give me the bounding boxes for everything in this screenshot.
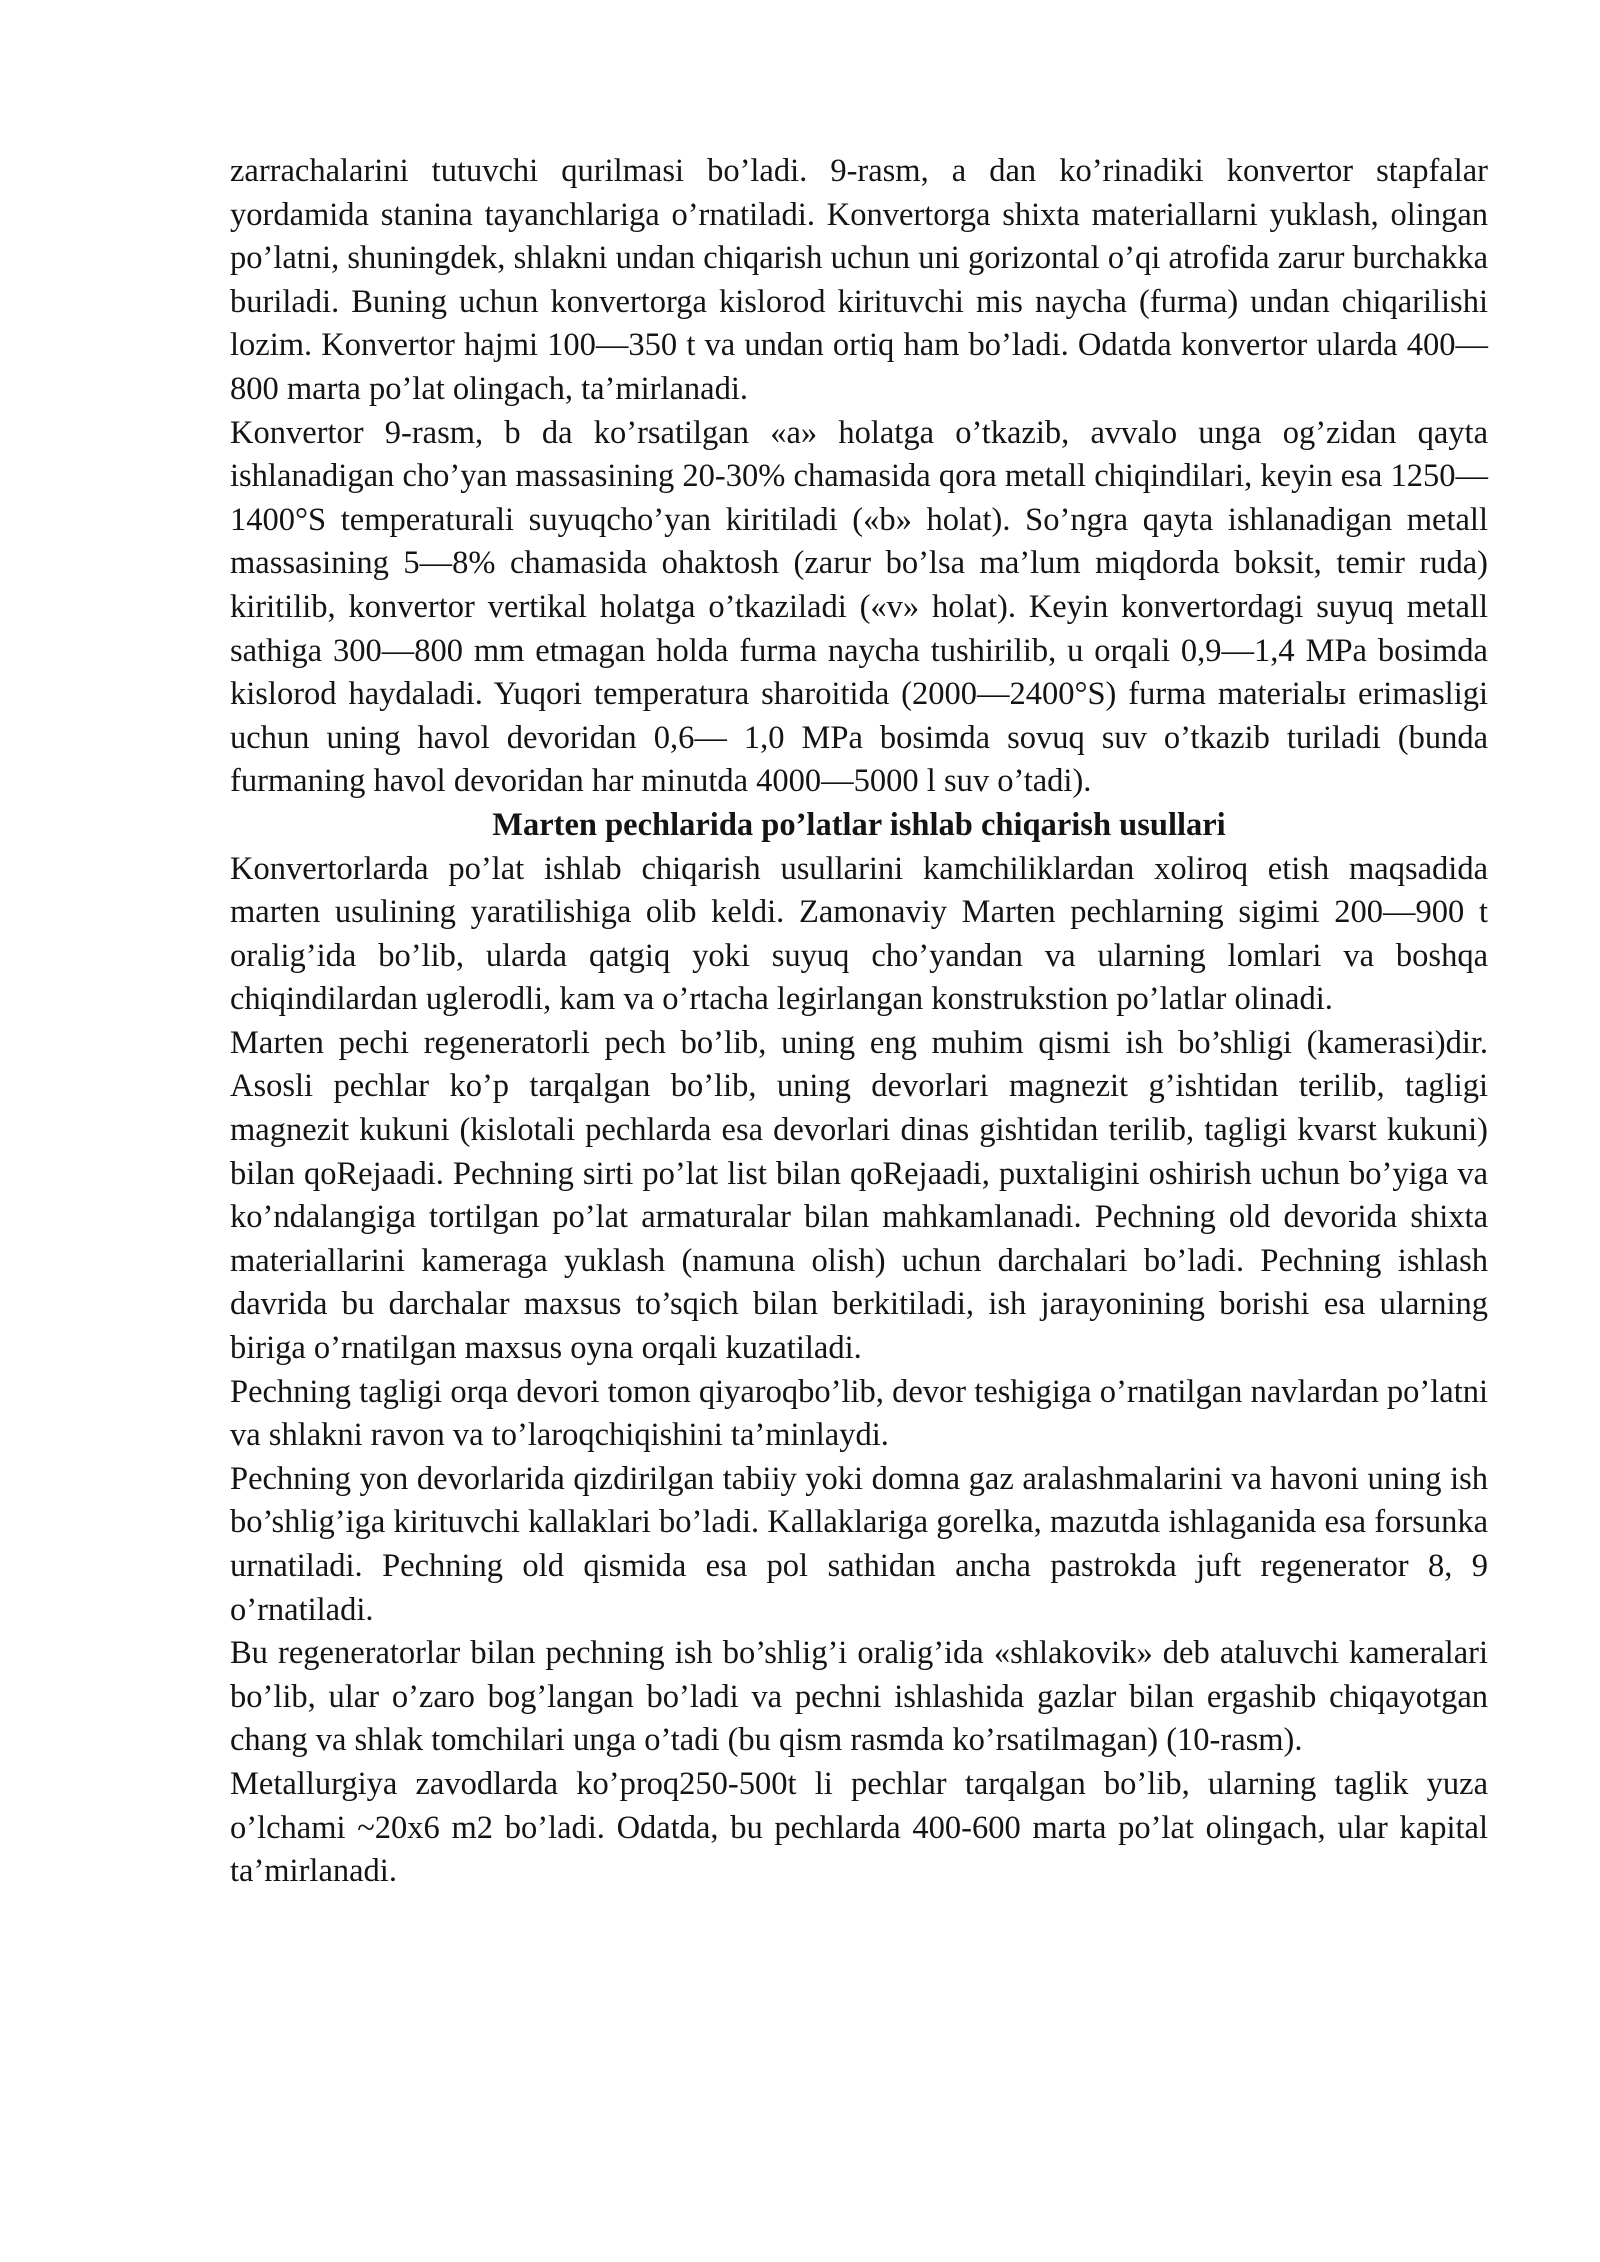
paragraph-marten-structure: Marten pechi regeneratorli pech bo’lib, uning eng muhim qismi ish bo’shligi (kamerasi)dir. Asosli pechlar ko’p tarqalgan bo’lib, uning devorlari magnezit g’ishtidan terilib, tagligi magnezit kukuni (kislotali pechlarda esa devorlari dinas gishtidan terilib, tagligi kvarst kukuni) bilan qoRejaadi. Pechning sirti po’lat list bilan qoRejaadi, puxtaligini oshirish uchun bo’yiga va ko’ndalangiga tortilgan po’lat armaturalar bilan mahkamlanadi. Pechning old devorida shixta materiallarini kameraga yuklash (namuna olish) uchun darchalari bo’ladi. Pechning ishlash davrida bu darchalar maxsus to’sqich bilan berkitiladi, ish jarayonining borishi esa ularning biriga o’rnatilgan maxsus oyna orqali kuzatiladi. — [230, 1024, 1488, 1367]
paragraph-pech-tagligi: Pechning tagligi orqa devori tomon qiyaroqbo’lib, devor teshigiga o’rnatilgan navlardan po’latni va shlakni ravon va to’laroqchiqishini ta’minlaydi. — [230, 1373, 1488, 1454]
paragraph-regeneratorlar: Bu regeneratorlar bilan pechning ish bo’shlig’i oralig’ida «shlakovik» deb ataluvchi kameralari bo’lib, ular o’zaro bog’langan bo’ladi va pechni ishlashida gazlar bilan ergashib chiqayotgan chang va shlak tomchilari unga o’tadi (bu qism rasmda ko’rsatilmagan) (10-rasm). — [230, 1635, 1488, 1759]
paragraph-marten-intro: Konvertorlarda po’lat ishlab chiqarish usullarini kamchiliklardan xoliroq etish maqsadida marten usulining yaratilishiga olib keldi. Zamonaviy Marten pechlarning sigimi 200—900 t oralig’ida bo’lib, ularda qatgiq yoki suyuq cho’yandan va ularning lomlari va boshqa chiqindilardan uglerodli, kam va o’rtacha legirlangan konstrukstion po’latlar olinadi. — [230, 850, 1488, 1018]
paragraph-pech-devorlari: Pechning yon devorlarida qizdirilgan tabiiy yoki domna gaz aralashmalarini va havoni uning ish bo’shlig’iga kirituvchi kallaklari bo’ladi. Kallaklariga gorelka, mazutda ishlaganida esa forsunka urnatiladi. Pechning old qismida esa pol sathidan ancha pastrokda juft regenerator 8, 9 o’rnatiladi. — [230, 1460, 1488, 1628]
document-body — [230, 150, 1488, 1894]
section-heading: Marten pechlarida po’latlar ishlab chiqarish usullari — [492, 806, 1226, 843]
paragraph-metallurgiya: Metallurgiya zavodlarda ko’proq250-500t li pechlar tarqalgan bo’lib, ularning taglik yuza o’lchami ~20x6 m2 bo’ladi. Odatda, bu pechlarda 400-600 marta po’lat olingach, ular kapital ta’mirlanadi. — [230, 1765, 1488, 1890]
paragraph-konvertor-process: Konvertor 9-rasm, b da ko’rsatilgan «a» holatga o’tkazib, avvalo unga og’zidan qayta ishlanadigan cho’yan massasining 20-30% chamasida qora metall chiqindilari, keyin esa 1250— 1400°S temperaturali suyuqcho’yan kiritiladi («b» holat). So’ngra qayta ishlanadigan metall massasining 5—8% chamasida ohaktosh (zarur bo’lsa ma’lum miqdorda boksit, temir ruda) kiritilib, konvertor vertikal holatga o’tkaziladi («v» holat). Keyin konvertordagi suyuq metall sathiga 300—800 mm etmagan holda furma naycha tushirilib, u orqali 0,9—1,4 MPa bosimda kislorod haydaladi. Yuqori temperatura sharoitida (2000—2400°S) furma materialы erimasligi uchun uning havol devoridan 0,6— 1,0 MPa bosimda sovuq suv o’tkazib turiladi (bunda furmaning havol devoridan har minutda 4000—5000 l suv o’tadi). — [230, 414, 1488, 800]
paragraph-konvertor-mounting: zarrachalarini tutuvchi qurilmasi bo’ladi. 9-rasm, a dan ko’rinadiki konvertor stapfalar yordamida stanina tayanchlariga o’rnatiladi. Konvertorga shixta materiallarni yuklash, olingan po’latni, shuningdek, shlakni undan chiqarish uchun uni gorizontal o’qi atrofida zarur burchakka buriladi. Buning uchun konvertorga kislorod kirituvchi mis naycha (furma) undan chiqarilishi lozim. Konvertor hajmi 100—350 t va undan ortiq ham bo’ladi. Odatda konvertor ularda 400—800 marta po’lat olingach, ta’mirlanadi. — [230, 153, 1488, 407]
